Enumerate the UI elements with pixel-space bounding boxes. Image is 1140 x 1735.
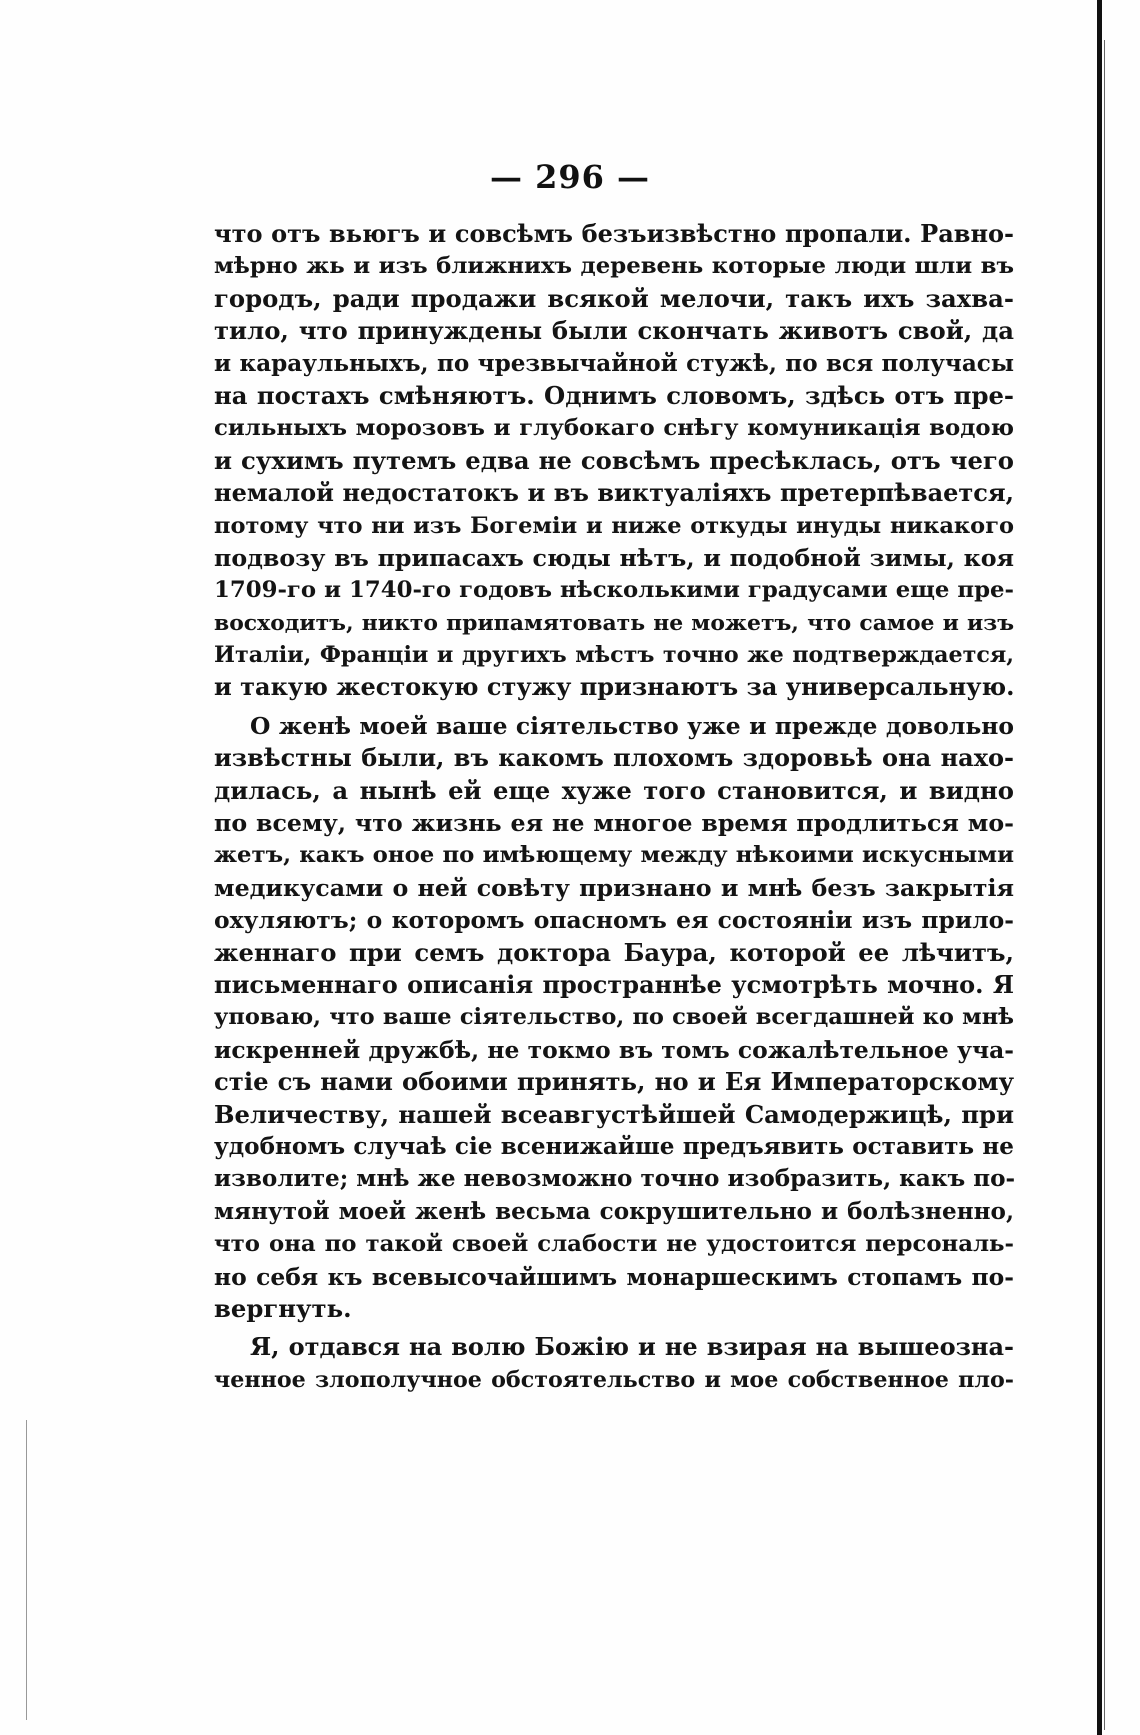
text-line: уповаю, что ваше сiятельство, по своей всегдашней ко мнѣ (214, 1004, 1014, 1031)
text-line: мѣрно жь и изъ ближнихъ деревень которые люди шли въ (214, 253, 1014, 280)
text-line: извѣстны были, въ какомъ плохомъ здоровьѣ она нахо- (214, 743, 1014, 773)
text-line: тило, что принуждены были скончать животъ свой, да (214, 316, 1014, 346)
text-line: удобномъ случаѣ сiе всенижайше предъявить оставить не (214, 1132, 1014, 1160)
text-line: жетъ, какъ оное по имѣющему между нѣкоими искусными (214, 842, 1014, 869)
text-line: Я, отдався на волю Божiю и не взирая на вышеозна- (250, 1332, 1014, 1362)
text-line: и караульныхъ, по чрезвычайной стужѣ, по вся получасы (214, 349, 1014, 377)
paragraph-1 (214, 218, 1014, 704)
text-line: искренней дружбѣ, не токмо въ томъ сожалѣтельное уча- (214, 1035, 1014, 1064)
text-line: восходитъ, никто припамятовать не можетъ, что самое и изъ (214, 609, 1014, 636)
text-line: на постахъ смѣняютъ. Однимъ словомъ, здѣсь отъ пре- (214, 380, 1014, 410)
text-line: по всему, что жизнь ея не многое время продлиться мо- (214, 809, 1014, 838)
text-line: охуляютъ; о которомъ опасномъ ея состоянiи изъ прило- (214, 906, 1014, 935)
text-line: мянутой моей женѣ весьма сокрушительно и болѣзненно, (214, 1197, 1014, 1225)
text-line: медикусами о ней совѣту признано и мнѣ безъ закрытiя (214, 873, 1014, 902)
text-line: немалой недостатокъ и въ виктуалiяхъ претерпѣвается, (214, 478, 1014, 508)
body-text (214, 218, 1014, 1396)
text-line: изволите; мнѣ же невозможно точно изобразить, какъ по- (214, 1165, 1016, 1193)
text-line: сильныхъ морозовъ и глубокаго снѣгу комуникацiя водою (214, 415, 1014, 442)
text-line: О женѣ моей ваше сiятельство уже и прежде довольно (250, 711, 1014, 740)
text-line: Италiи, Францiи и другихъ мѣстъ точно же подтверждается, (214, 642, 1014, 669)
text-line: письменнаго описанiя пространнѣе усмотрѣть мочно. Я (214, 969, 1014, 999)
text-line: городъ, ради продажи всякой мелочи, такъ ихъ захва- (214, 283, 1014, 313)
paragraph-2 (214, 710, 1014, 1325)
text-line: ченное злополучное обстоятельство и мое собственное пло- (214, 1366, 1014, 1393)
text-line: Величеству, нашей всеавгустѣйшей Самодержицѣ, при (214, 1099, 1014, 1129)
margin-mark (26, 1420, 27, 1720)
page-number: — 296 — (489, 158, 651, 196)
text-line: 1709-го и 1740-го годовъ нѣсколькими градусами еще пре- (214, 577, 1014, 604)
page-edge-line (1104, 40, 1105, 1730)
text-line: женнаго при семъ доктора Баура, которой ее лѣчитъ, (214, 937, 1014, 967)
paragraph-3 (214, 1331, 1014, 1396)
text-line: и такую жестокую стужу признаютъ за универсальную. (214, 672, 1015, 702)
text-line: что она по такой своей слабости не удостоится персональ- (214, 1231, 1014, 1258)
text-line: вергнуть. (214, 1293, 352, 1323)
text-line: подвозу въ припасахъ сюды нѣтъ, и подобной зимы, коя (214, 543, 1014, 572)
text-line: что отъ вьюгъ и совсѣмъ безъизвѣстно пропали. Равно- (214, 219, 1014, 248)
text-line: и сухимъ путемъ едва не совсѣмъ пресѣклась, отъ чего (214, 445, 1014, 475)
text-line: дилась, а нынѣ ей еще хуже того становится, и видно (214, 775, 1014, 805)
text-line: стiе съ нами обоими принять, но и Ея Императорскому (214, 1067, 1014, 1097)
text-line: потому что ни изъ Богемiи и ниже откуды инуды никакого (214, 512, 1014, 539)
text-line: но себя къ всевысочайшимъ монаршескимъ стопамъ по- (214, 1262, 1014, 1291)
page-edge-shadow (1097, 0, 1102, 1735)
